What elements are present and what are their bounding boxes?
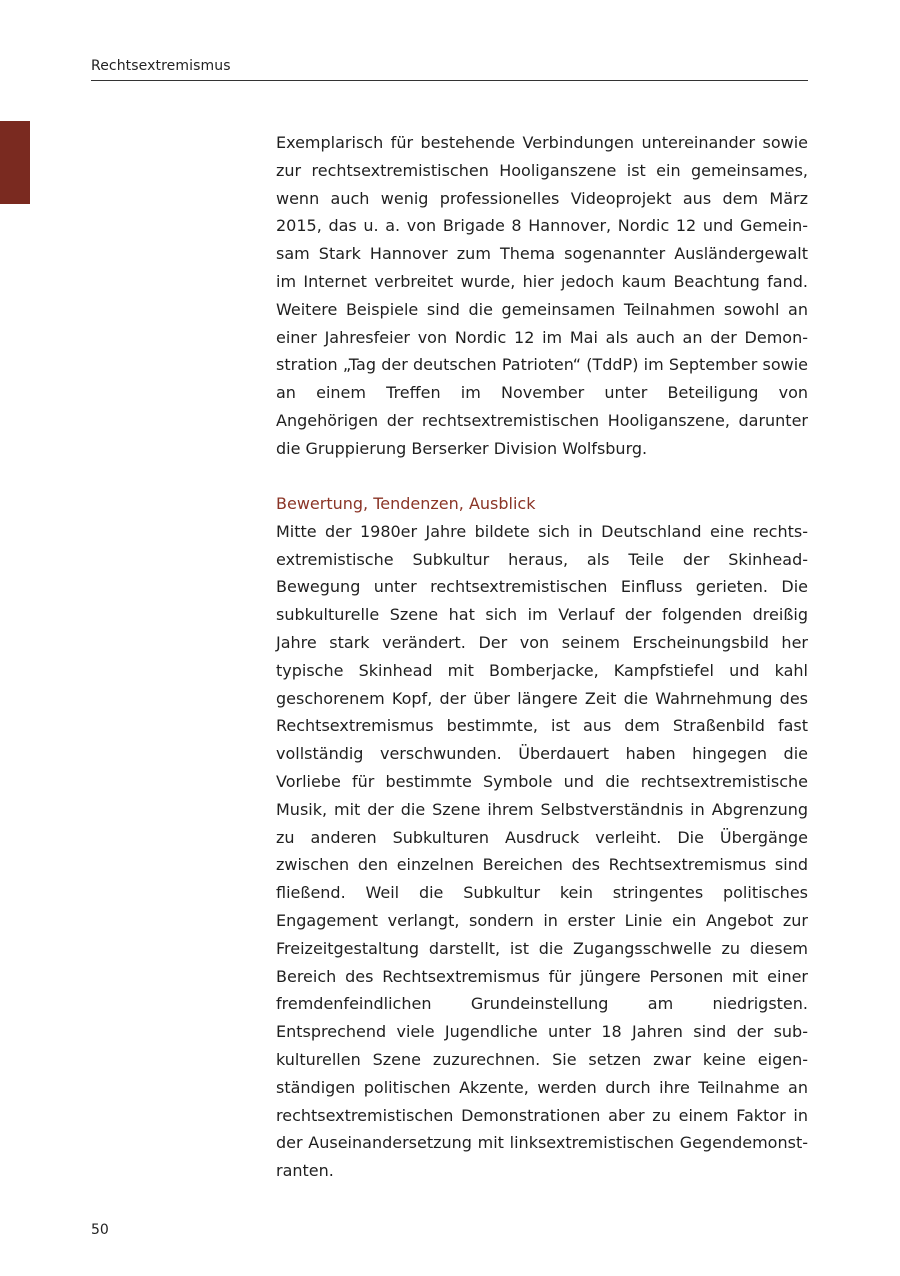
body-paragraph-2: Mitte der 1980er Jahre bildete sich in Deutschland eine rechtsextremistische Subkultur heraus, als Teile der Skinhead-Bewegung unter rechtsextremistischen Einfluss gerieten. Die subkulturelle Szene hat sich im Verlauf der folgenden dreißig Jahre stark verändert. Der von seinem Erscheinungsbild her typische Skinhead mit Bomberjacke, Kampfstiefel und kahl geschorenem Kopf, der über längere Zeit die Wahrnehmung des Rechtsextremismus bestimmte, ist aus dem Straßenbild fast vollständig verschwunden. Überdauert haben hingegen die Vorliebe für bestimmte Symbole und die rechtsextremistische Musik, mit der die Szene ihrem Selbstverständnis in Abgrenzung zu anderen Subkulturen Ausdruck verleiht. Die Übergänge zwischen den einzelnen Bereichen des Rechtsextremismus sind fließend. Weil die Subkultur kein stringentes politisches Engagement verlangt, sondern in erster Linie ein Angebot zur Freizeitgestaltung darstellt, ist die Zugangsschwelle zu diesem Bereich des Rechtsextremismus für jüngere Personen mit einer fremdenfeindlichen Grundeinstellung am niedrigsten. Entsprechend viele Jugendliche unter 18 Jahren sind der subkulturellen Szene zuzurechnen. Sie setzen zwar keine eigenständigen politischen Akzente, werden durch ihre Teilnahme an rechtsextremistischen Demonstrationen aber zu einem Faktor in der Auseinandersetzung mit linksextremistischen Gegendemonstranten.: [276, 521, 808, 1181]
section-heading: Bewertung, Tendenzen, Ausblick: [276, 494, 536, 513]
header-rule: [91, 80, 808, 81]
body-paragraph-1: Exemplarisch für bestehende Verbindungen untereinander sowie zur rechtsextremistischen Hooliganszene ist ein gemeinsames, wenn auch wenig professionelles Videoprojekt aus dem März 2015, das u. a. von Brigade 8 Hannover, Nordic 12 und Gemeinsam Stark Hannover zum Thema sogenannter Ausländergewalt im Internet verbreitet wurde, hier jedoch kaum Beachtung fand. Weitere Beispiele sind die gemeinsamen Teilnahmen sowohl an einer Jahresfeier von Nordic 12 im Mai als auch an der Demonstration „Tag der deutschen Patrioten“ (TddP) im September sowie an einem Treffen im November unter Beteiligung von Angehörigen der rechtsextremistischen Hooliganszene, darunter die Gruppierung Berserker Division Wolfsburg.: [276, 133, 808, 458]
running-header: Rechtsextremismus: [91, 58, 231, 74]
chapter-tab-marker: [0, 121, 30, 204]
section-block: [276, 490, 808, 1185]
page-number: 50: [91, 1222, 109, 1238]
main-text-column: [276, 129, 808, 463]
